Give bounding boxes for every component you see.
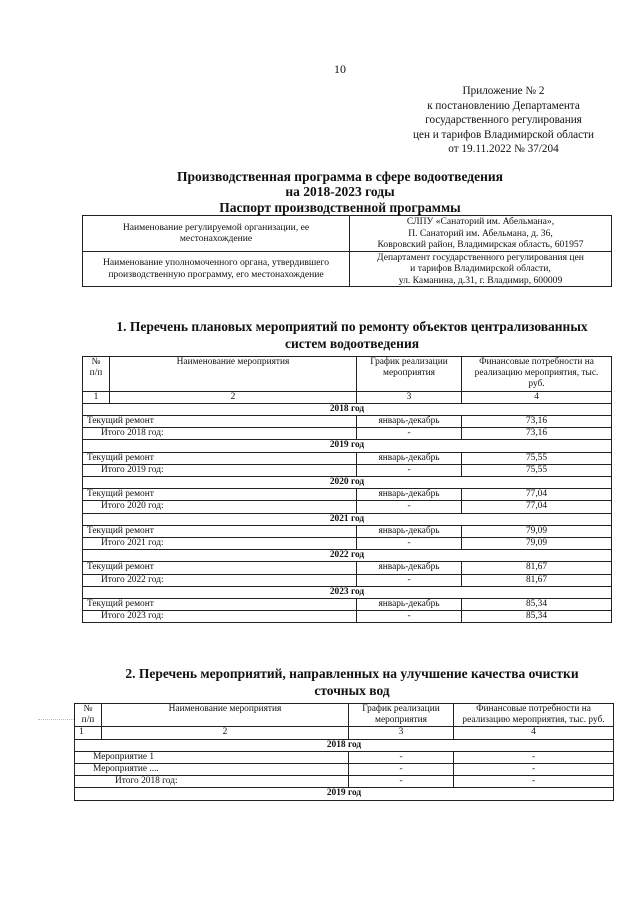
table-row <box>83 562 612 574</box>
year-label: 2018 год <box>75 739 614 751</box>
year-row <box>83 513 612 525</box>
total-period: - <box>357 501 462 513</box>
total-label: Итого 2019 год: <box>83 464 357 476</box>
item-name: Текущий ремонт <box>83 562 357 574</box>
treatment-plan-table <box>74 703 614 801</box>
column-index: 4 <box>454 727 614 739</box>
item-period: - <box>349 764 454 776</box>
col-schedule-header: График реализации мероприятия <box>357 357 462 392</box>
document-period: на 2018-2023 годы <box>285 184 395 199</box>
item-name: Мероприятие 1 <box>75 751 349 763</box>
item-value: 75,55 <box>462 452 612 464</box>
item-name: Мероприятие .... <box>75 764 349 776</box>
total-value: 73,16 <box>462 428 612 440</box>
item-name: Текущий ремонт <box>83 489 357 501</box>
column-index: 1 <box>83 391 110 403</box>
passport-heading: Паспорт производственной программы <box>219 200 461 215</box>
total-period: - <box>357 574 462 586</box>
passport-label: Наименование регулируемой организации, ее местонахождение <box>83 216 350 252</box>
table-row <box>83 525 612 537</box>
column-index: 1 <box>75 727 102 739</box>
col-name-header: Наименование мероприятия <box>110 357 357 392</box>
page-number: 10 <box>334 62 346 76</box>
total-row <box>75 776 614 788</box>
year-label: 2018 год <box>83 403 612 415</box>
year-label: 2023 год <box>83 586 612 598</box>
col-schedule-header: График реализации мероприятия <box>349 704 454 727</box>
item-value: 73,16 <box>462 416 612 428</box>
col-number-header: № п/п <box>75 704 102 727</box>
table-header-row <box>75 704 614 727</box>
year-label: 2021 год <box>83 513 612 525</box>
total-row <box>83 611 612 623</box>
year-label: 2019 год <box>75 788 614 800</box>
table-row <box>83 416 612 428</box>
column-index: 4 <box>462 391 612 403</box>
item-value: 81,67 <box>462 562 612 574</box>
column-index: 3 <box>357 391 462 403</box>
year-row <box>83 403 612 415</box>
year-row <box>83 550 612 562</box>
total-label: Итого 2018 год: <box>75 776 349 788</box>
passport-row-authority <box>83 251 612 287</box>
passport-value <box>350 251 612 287</box>
table-row <box>75 751 614 763</box>
year-label: 2022 год <box>83 550 612 562</box>
section2-heading-cont: сточных вод <box>314 683 390 698</box>
passport-value-line: Ковровский район, Владимирская область, 601957 <box>377 239 584 250</box>
column-index: 3 <box>349 727 454 739</box>
section1-heading-cont: систем водоотведения <box>284 336 420 351</box>
section2-heading: 2. Перечень мероприятий, направленных на улучшение качества очистки <box>125 666 579 681</box>
passport-value-line: СЛПУ «Санаторий им. Абельмана», <box>406 216 555 227</box>
passport-label: Наименование уполномоченного органа, утвердившего производственную программу, его местонахождение <box>83 251 350 287</box>
total-label: Итого 2023 год: <box>83 611 357 623</box>
passport-value-line: П. Санаторий им. Абельмана, д. 36, <box>408 227 553 239</box>
year-label: 2020 год <box>83 477 612 489</box>
item-period: январь-декабрь <box>357 489 462 501</box>
repair-plan-table <box>82 356 612 623</box>
table-row <box>83 452 612 464</box>
col-finance-header: Финансовые потребности на реализацию мероприятия, тыс. руб. <box>462 357 612 392</box>
year-row <box>75 788 614 800</box>
total-row <box>83 464 612 476</box>
document-title: Производственная программа в сфере водоотведения <box>177 169 503 184</box>
appendix-header <box>413 84 594 157</box>
item-value: 85,34 <box>462 599 612 611</box>
passport-table <box>82 215 612 287</box>
appendix-line: Приложение № 2 <box>462 85 545 97</box>
total-row <box>83 501 612 513</box>
passport-value-line: и тарифов Владимирской области, <box>410 263 551 274</box>
appendix-line: цен и тарифов Владимирской области <box>413 128 594 141</box>
item-period: январь-декабрь <box>357 599 462 611</box>
column-index-row <box>83 391 612 403</box>
passport-value-line: Департамент государственного регулирования цен <box>377 251 584 263</box>
year-row <box>83 586 612 598</box>
total-label: Итого 2020 год: <box>83 501 357 513</box>
total-period: - <box>357 464 462 476</box>
table-row <box>83 599 612 611</box>
year-label: 2019 год <box>83 440 612 452</box>
total-label: Итого 2018 год: <box>83 428 357 440</box>
total-label: Итого 2022 год: <box>83 574 357 586</box>
item-name: Текущий ремонт <box>83 525 357 537</box>
item-name: Текущий ремонт <box>83 599 357 611</box>
table-row <box>75 764 614 776</box>
total-value: - <box>454 776 614 788</box>
item-value: 77,04 <box>462 489 612 501</box>
year-row <box>75 739 614 751</box>
item-period: январь-декабрь <box>357 525 462 537</box>
total-value: 81,67 <box>462 574 612 586</box>
passport-value <box>350 216 612 252</box>
item-value: 79,09 <box>462 525 612 537</box>
total-row <box>83 574 612 586</box>
col-finance-header: Финансовые потребности на реализацию мероприятия, тыс. руб. <box>454 704 614 727</box>
total-label: Итого 2021 год: <box>83 538 357 550</box>
item-name: Текущий ремонт <box>83 416 357 428</box>
col-name-header: Наименование мероприятия <box>102 704 349 727</box>
section1-heading: 1. Перечень плановых мероприятий по ремонту объектов централизованных <box>116 319 588 334</box>
column-index: 2 <box>110 391 357 403</box>
total-row <box>83 428 612 440</box>
passport-row-organization <box>83 216 612 252</box>
item-period: январь-декабрь <box>357 562 462 574</box>
table-header-row <box>83 357 612 392</box>
total-period: - <box>357 538 462 550</box>
item-name: Текущий ремонт <box>83 452 357 464</box>
year-row <box>83 477 612 489</box>
total-period: - <box>349 776 454 788</box>
total-row <box>83 538 612 550</box>
appendix-line: к постановлению Департамента <box>427 99 580 112</box>
total-value: 79,09 <box>462 538 612 550</box>
passport-value-line: ул. Каманина, д.31, г. Владимир, 600009 <box>398 274 563 286</box>
column-index-row <box>75 727 614 739</box>
total-value: 77,04 <box>462 501 612 513</box>
col-number-header: № п/п <box>83 357 110 392</box>
item-period: январь-декабрь <box>357 452 462 464</box>
item-value: - <box>454 764 614 776</box>
appendix-line: от 19.11.2022 № 37/204 <box>448 143 559 155</box>
item-period: - <box>349 751 454 763</box>
total-period: - <box>357 428 462 440</box>
year-row <box>83 440 612 452</box>
total-value: 85,34 <box>462 611 612 623</box>
item-period: январь-декабрь <box>357 416 462 428</box>
total-period: - <box>357 611 462 623</box>
appendix-line: государственного регулирования <box>425 114 582 126</box>
total-value: 75,55 <box>462 464 612 476</box>
scan-artifact-dots <box>38 719 74 720</box>
item-value: - <box>454 751 614 763</box>
column-index: 2 <box>102 727 349 739</box>
table-row <box>83 489 612 501</box>
